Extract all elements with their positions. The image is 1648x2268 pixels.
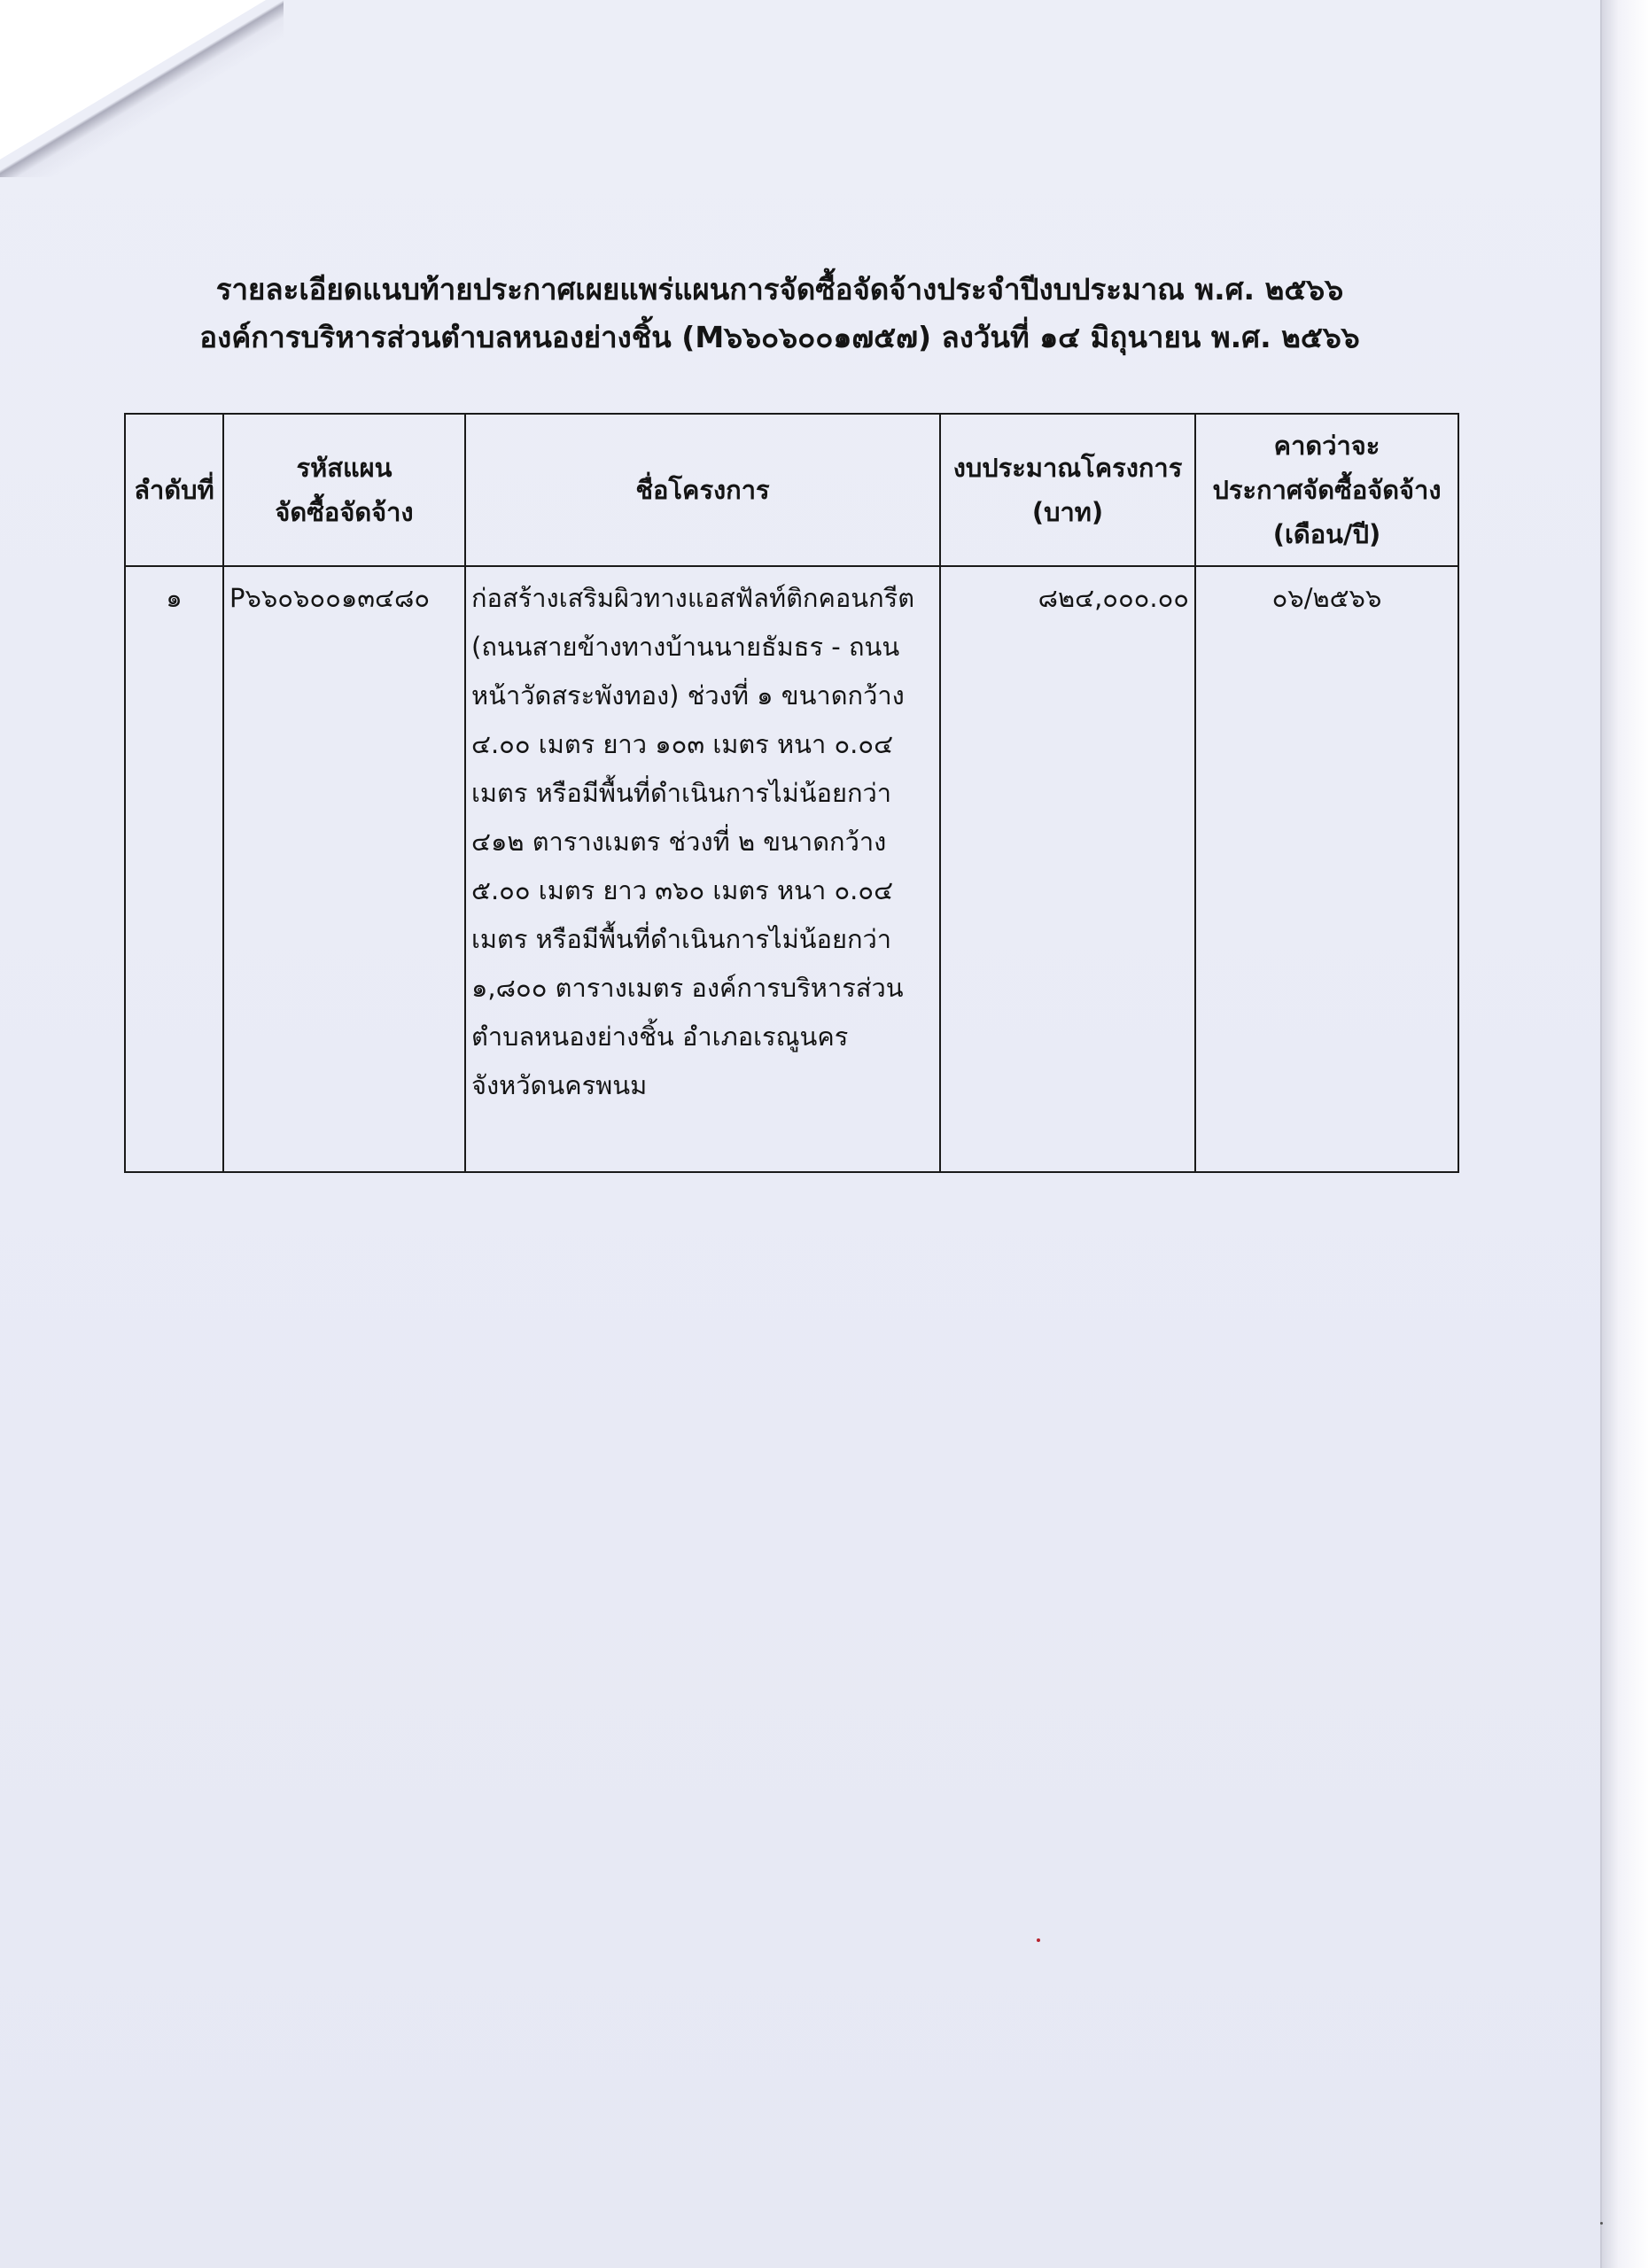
scan-speck <box>1600 2222 1603 2225</box>
project-name-line: ๔๑๒ ตารางเมตร ช่วงที่ ๒ ขนาดกว้าง <box>471 827 887 857</box>
project-name-line: ๑,๘๐๐ ตารางเมตร องค์การบริหารส่วน <box>471 973 904 1003</box>
scan-speck <box>1037 1938 1040 1942</box>
column-header-no-label: ลำดับที่ <box>134 475 214 505</box>
column-header-plan-code-line2: จัดซื้อจัดจ้าง <box>275 497 414 527</box>
project-name-line: หน้าวัดสระพังทอง) ช่วงที่ ๑ ขนาดกว้าง <box>471 680 905 711</box>
project-name-line: เมตร หรือมีพื้นที่ดำเนินการไม่น้อยกว่า <box>471 778 892 808</box>
column-header-project-name-label: ชื่อโครงการ <box>635 475 770 505</box>
column-header-no <box>125 414 223 566</box>
column-header-budget-line1: งบประมาณโครงการ <box>952 453 1183 483</box>
expected-date-cell: ๐๖/๒๕๖๖ <box>1195 566 1458 1172</box>
header-title: รายละเอียดแนบท้ายประกาศเผยแพร่แผนการจัดซื้อจัดจ้างประจำปีงบประมาณ พ.ศ. ๒๕๖๖ <box>215 272 1344 307</box>
plan-code-cell: P๖๖๐๖๐๐๑๓๔๘๐ <box>223 566 465 1172</box>
table-header-row <box>125 414 1458 566</box>
column-header-expected-date-line3: (เดือน/ปี) <box>1272 519 1381 549</box>
project-name-cell <box>465 566 940 1172</box>
project-name-line: ตำบลหนองย่างชิ้น อำเภอเรณูนคร <box>471 1021 849 1052</box>
row-number-cell: ๑ <box>125 566 223 1172</box>
folded-corner <box>0 0 266 159</box>
column-header-plan-code-line1: รหัสแผน <box>296 453 393 483</box>
column-header-plan-code <box>223 414 465 566</box>
project-name-line: ก่อสร้างเสริมผิวทางแอสฟัลท์ติกคอนกรีต <box>471 583 915 613</box>
column-header-expected-date <box>1195 414 1458 566</box>
column-header-budget-line2: (บาท) <box>1031 497 1104 527</box>
column-header-expected-date-line2: ประกาศจัดซื้อจัดจ้าง <box>1212 475 1442 505</box>
header-subtitle: องค์การบริหารส่วนตำบลหนองย่างชิ้น (M๖๖๐๖๐๐๑๗๕๗) ลงวันที่ ๑๔ มิถุนายน พ.ศ. ๒๕๖๖ <box>199 320 1360 354</box>
document-header <box>124 266 1435 361</box>
project-name-line: จังหวัดนครพนม <box>471 1070 648 1100</box>
scanner-edge <box>1600 0 1648 2268</box>
column-header-project-name <box>465 414 940 566</box>
project-name-line: ๔.๐๐ เมตร ยาว ๑๐๓ เมตร หนา ๐.๐๔ <box>471 729 894 759</box>
column-header-expected-date-line1: คาดว่าจะ <box>1273 431 1380 461</box>
table-row <box>125 566 1458 1172</box>
procurement-plan-table <box>124 413 1459 1173</box>
project-name-line: (ถนนสายข้างทางบ้านนายธัมธร - ถนน <box>471 632 900 662</box>
budget-cell: ๘๒๔,๐๐๐.๐๐ <box>940 566 1195 1172</box>
column-header-budget <box>940 414 1195 566</box>
project-name-line: ๕.๐๐ เมตร ยาว ๓๖๐ เมตร หนา ๐.๐๔ <box>471 875 894 905</box>
project-name-line: เมตร หรือมีพื้นที่ดำเนินการไม่น้อยกว่า <box>471 924 892 954</box>
